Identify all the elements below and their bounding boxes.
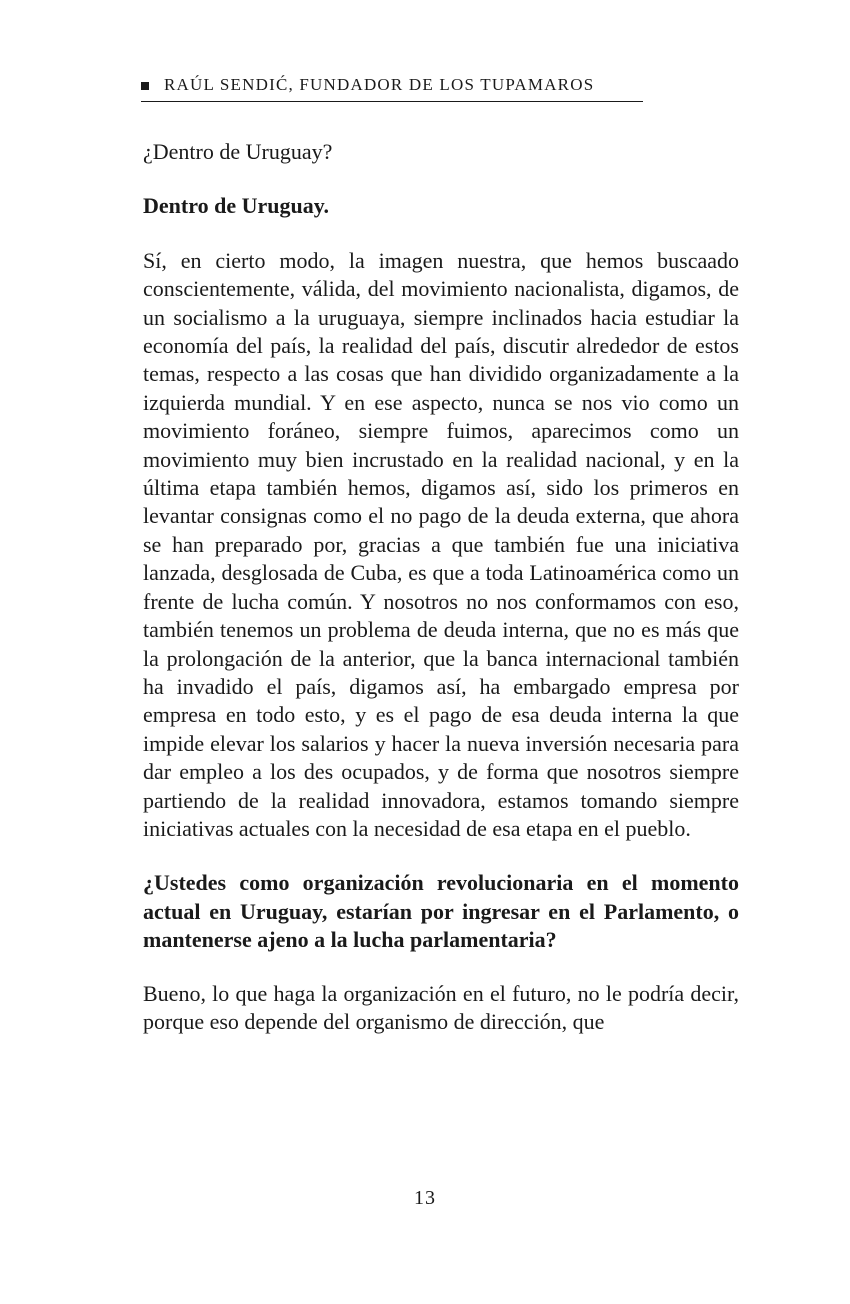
answer-paragraph: Sí, en cierto modo, la imagen nuestra, que hemos buscaado conscientemente, válida, del movimiento nacionalista, digamos, de un socialismo a la uruguaya, siempre inclinados hacia estudiar la economía del país, la realidad del país, discutir alrededor de estos temas, respecto a las cosas que han dividido organizadamente a la izquierda mundial. Y en ese aspecto, nunca se nos vio como un movimiento foráneo, siempre fuimos, aparecimos como un movimiento muy bien incrustado en la realidad nacional, y en la última etapa también hemos, digamos así, sido los primeros en levantar consignas como el no pago de la deuda externa, que ahora se han preparado por, gracias a que también fue una iniciativa lanzada, desglosada de Cuba, es que a toda Latinoamérica como un frente de lucha común. Y nosotros no nos conformamos con eso, también tenemos un problema de deuda interna, que no es más que la prolongación de la anterior, que la banca internacional también ha invadido el país, digamos así, ha embargado empresa por empresa en todo esto, y es el pago de esa deuda interna la que impide elevar los salarios y hacer la nueva inversión necesaria para dar empleo a los des ocupados, y de forma que nosotros siempre partiendo de la realidad innovadora, estamos tomando siempre iniciativas actuales con la necesidad de esa etapa en el pueblo. bbox=[143, 247, 739, 841]
question-paragraph-2: ¿Ustedes como organización revolucionaria en el momento actual en Uruguay, estarían por ingresar en el Parlamento, o mantenerse ajeno a la lucha parlamentaria? bbox=[143, 870, 739, 953]
page-body bbox=[143, 138, 739, 1062]
header-square-bullet bbox=[141, 82, 149, 90]
page-number: 13 bbox=[414, 1187, 436, 1209]
answer-heading: Dentro de Uruguay. bbox=[143, 193, 329, 219]
running-header bbox=[141, 74, 643, 102]
running-title: RAÚL SENDIĆ, FUNDADOR DE LOS TUPAMAROS bbox=[164, 75, 595, 94]
answer-paragraph-2: Bueno, lo que haga la organización en el futuro, no le podría decir, porque eso depende del organismo de dirección, que bbox=[143, 980, 739, 1034]
question-paragraph-1: ¿Dentro de Uruguay? bbox=[143, 139, 333, 164]
